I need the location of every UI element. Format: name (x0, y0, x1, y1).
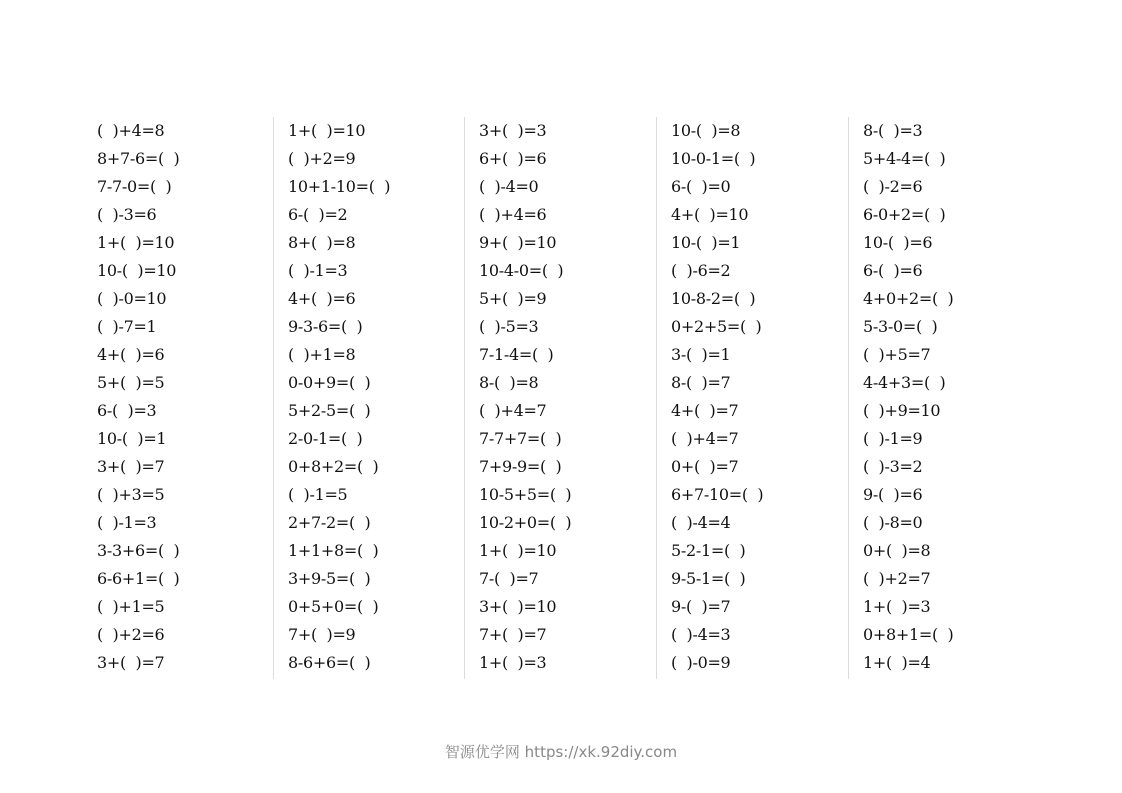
problem-item: ( )+1=8 (288, 345, 356, 364)
problem-item: 10-4-0=( ) (479, 261, 564, 280)
problem-item: 9+( )=10 (479, 233, 557, 252)
problem-item: 1+( )=10 (97, 233, 175, 252)
problem-item: ( )+2=7 (863, 569, 931, 588)
problem-column-1 (95, 117, 287, 679)
problem-item: 8-( )=3 (863, 121, 923, 140)
problem-item: ( )-3=6 (97, 205, 157, 224)
problem-item: 5+4-4=( ) (863, 149, 946, 168)
problem-item: 1+( )=3 (863, 597, 931, 616)
problem-item: 10-5+5=( ) (479, 485, 572, 504)
problem-item: 8-( )=7 (671, 373, 731, 392)
problem-item: ( )-1=3 (288, 261, 348, 280)
problem-item: ( )-4=0 (479, 177, 539, 196)
problem-item: 8+7-6=( ) (97, 149, 180, 168)
problem-item: 1+( )=10 (479, 541, 557, 560)
problem-item: ( )-1=3 (97, 513, 157, 532)
problem-item: 1+( )=4 (863, 653, 931, 672)
problem-item: 6+7-10=( ) (671, 485, 764, 504)
problem-item: 9-3-6=( ) (288, 317, 363, 336)
problem-column-4 (656, 117, 861, 679)
problem-column-3 (464, 117, 669, 679)
problem-item: 7+( )=9 (288, 625, 356, 644)
problem-item: 7-1-4=( ) (479, 345, 554, 364)
problem-item: 4+( )=7 (671, 401, 739, 420)
problem-item: 1+1+8=( ) (288, 541, 379, 560)
problem-item: 6-( )=0 (671, 177, 731, 196)
problem-item: 0+2+5=( ) (671, 317, 762, 336)
problem-item: 7-( )=7 (479, 569, 539, 588)
problem-item: 7+( )=7 (479, 625, 547, 644)
problem-item: ( )+9=10 (863, 401, 941, 420)
problem-item: 3-( )=1 (671, 345, 731, 364)
problem-item: 9-5-1=( ) (671, 569, 746, 588)
problem-item: 7+9-9=( ) (479, 457, 562, 476)
problem-item: ( )-1=5 (288, 485, 348, 504)
problem-item: ( )-4=3 (671, 625, 731, 644)
problem-item: ( )-1=9 (863, 429, 923, 448)
problem-item: 6-( )=3 (97, 401, 157, 420)
problem-item: 10-( )=8 (671, 121, 741, 140)
problem-item: 10-2+0=( ) (479, 513, 572, 532)
problem-item: ( )-2=6 (863, 177, 923, 196)
problem-item: 10-( )=10 (97, 261, 177, 280)
problem-item: 0+( )=7 (671, 457, 739, 476)
problem-item: 7-7+7=( ) (479, 429, 562, 448)
problem-item: 9-( )=6 (863, 485, 923, 504)
problem-item: ( )-0=9 (671, 653, 731, 672)
problem-item: 8-( )=8 (479, 373, 539, 392)
problem-column-5 (848, 117, 1053, 679)
problem-item: 3-3+6=( ) (97, 541, 180, 560)
problem-item: 8-6+6=( ) (288, 653, 371, 672)
problem-item: 0+8+2=( ) (288, 457, 379, 476)
problem-item: 3+( )=10 (479, 597, 557, 616)
problem-item: 5-3-0=( ) (863, 317, 938, 336)
problem-item: 2+7-2=( ) (288, 513, 371, 532)
problem-item: ( )+4=7 (671, 429, 739, 448)
problem-item: ( )+3=5 (97, 485, 165, 504)
problem-item: 0-0+9=( ) (288, 373, 371, 392)
problem-item: 5+( )=9 (479, 289, 547, 308)
problem-item: 1+( )=10 (288, 121, 366, 140)
footer-watermark: 智源优学网 https://xk.92diy.com (444, 743, 678, 761)
problem-item: ( )+2=6 (97, 625, 165, 644)
problem-item: 5+( )=5 (97, 373, 165, 392)
problem-item: ( )-8=0 (863, 513, 923, 532)
problem-item: ( )+4=7 (479, 401, 547, 420)
problem-item: 6-6+1=( ) (97, 569, 180, 588)
problem-item: 0+5+0=( ) (288, 597, 379, 616)
problem-item: ( )-4=4 (671, 513, 731, 532)
problem-item: ( )+4=8 (97, 121, 165, 140)
problem-item: 4+( )=6 (97, 345, 165, 364)
problem-item: 4+( )=10 (671, 205, 749, 224)
problem-item: ( )-0=10 (97, 289, 167, 308)
problem-item: ( )+4=6 (479, 205, 547, 224)
problem-item: 6-( )=6 (863, 261, 923, 280)
problem-item: 6-( )=2 (288, 205, 348, 224)
problem-item: ( )-6=2 (671, 261, 731, 280)
problem-item: 3+( )=7 (97, 457, 165, 476)
problem-item: 10-0-1=( ) (671, 149, 756, 168)
problem-item: 10-( )=1 (97, 429, 167, 448)
problem-item: 10-( )=6 (863, 233, 933, 252)
problem-item: 0+8+1=( ) (863, 625, 954, 644)
problem-item: 3+9-5=( ) (288, 569, 371, 588)
problem-item: 8+( )=8 (288, 233, 356, 252)
problem-item: 4-4+3=( ) (863, 373, 946, 392)
problem-item: 3+( )=7 (97, 653, 165, 672)
problem-item: 10-( )=1 (671, 233, 741, 252)
problem-item: 10-8-2=( ) (671, 289, 756, 308)
problem-item: ( )+5=7 (863, 345, 931, 364)
problem-column-2 (273, 117, 478, 679)
problem-item: ( )-7=1 (97, 317, 157, 336)
problem-item: 6-0+2=( ) (863, 205, 946, 224)
problem-item: 7-7-0=( ) (97, 177, 172, 196)
problem-item: 4+0+2=( ) (863, 289, 954, 308)
problem-item: ( )+1=5 (97, 597, 165, 616)
problem-item: 10+1-10=( ) (288, 177, 391, 196)
problem-item: 5-2-1=( ) (671, 541, 746, 560)
problem-item: ( )+2=9 (288, 149, 356, 168)
problem-item: 1+( )=3 (479, 653, 547, 672)
problem-item: 5+2-5=( ) (288, 401, 371, 420)
problem-item: 4+( )=6 (288, 289, 356, 308)
problem-item: 0+( )=8 (863, 541, 931, 560)
problem-item: 3+( )=3 (479, 121, 547, 140)
problem-item: 9-( )=7 (671, 597, 731, 616)
problem-item: 2-0-1=( ) (288, 429, 363, 448)
problem-item: ( )-5=3 (479, 317, 539, 336)
problem-item: 6+( )=6 (479, 149, 547, 168)
problem-item: ( )-3=2 (863, 457, 923, 476)
